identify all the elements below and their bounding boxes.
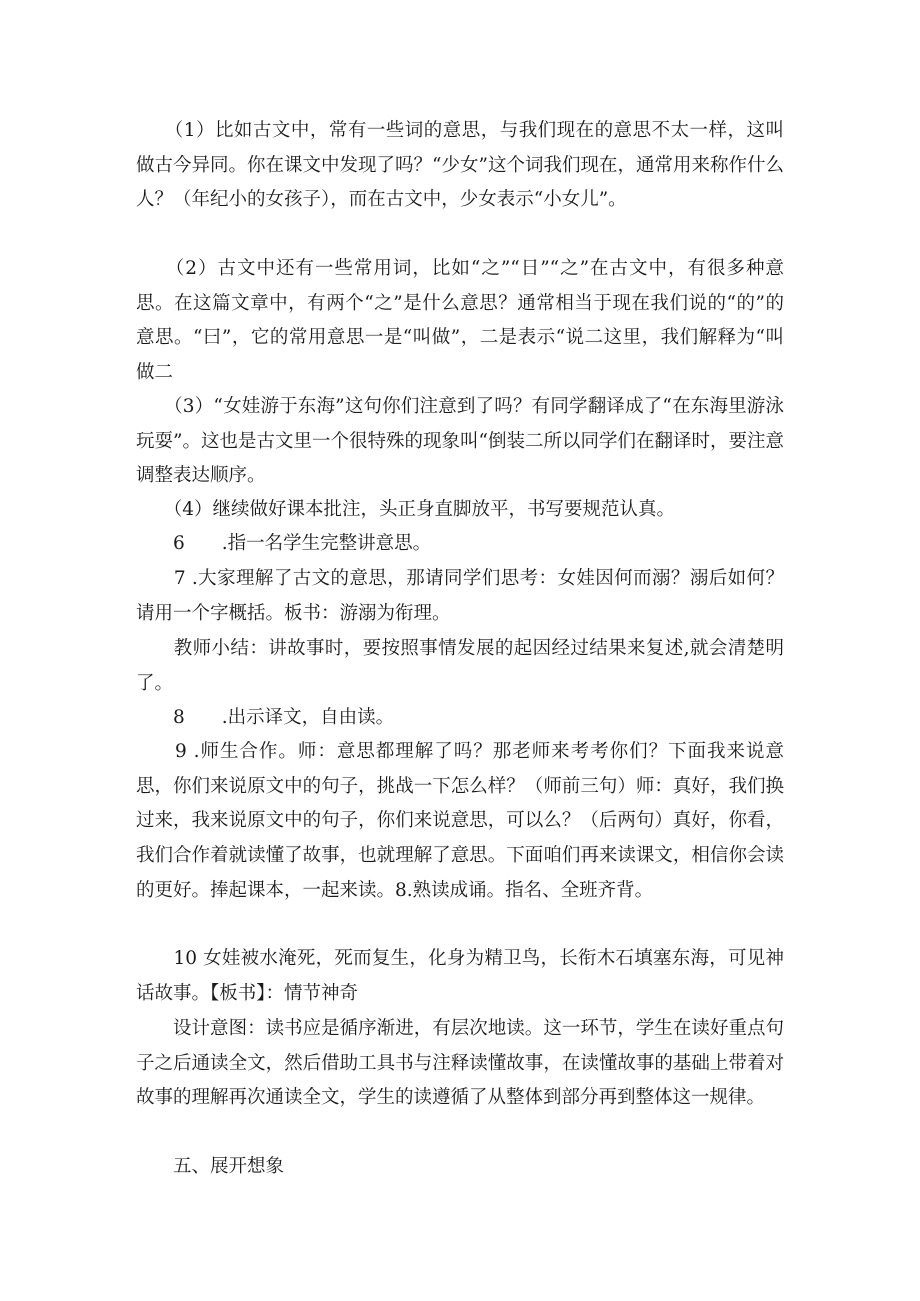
paragraph-1: （1）比如古文中，常有一些词的意思，与我们现在的意思不太一样，这叫做古今异同。你在课文中发现了吗？“少女”这个词我们现在，通常用来称作什么人？（年纪小的女孩子），而在古文中，少女表示“小女儿”。 — [136, 120, 784, 211]
paragraph-4: （4）继续做好课本批注，头正身直脚放平，书写要规范认真。 — [136, 499, 676, 520]
paragraph-3: （3）“女娃游于东海”这句你们注意到了吗？有同学翻译成了“在东海里游泳玩耍”。这也是古文里一个很特殊的现象叫“倒装二所以同学们在翻译时，要注意调整表达顺序。 — [136, 396, 784, 487]
paragraph-6: 7 .大家理解了古文的意思，那请同学们思考：女娃因何而溺？溺后如何？请用一个字概括。板书：游溺为衔理。 — [136, 568, 784, 624]
paragraph-8: 8 .出示译文，自由读。 — [136, 707, 395, 728]
paragraph-12: 五、展开想象 — [136, 1156, 285, 1177]
paragraph-11: 设计意图：读书应是循序渐进，有层次地读。这一环节，学生在读好重点句子之后通读全文，然后借助工具书与注释读懂故事，在读懂故事的基础上带着对故事的理解再次通读全文，学生的读遵循了从整体到部分再到整体这一规律。 — [136, 1018, 784, 1109]
paragraph-5: 6 .指一名学生完整讲意思。 — [136, 533, 432, 554]
paragraph-10: 10 女娃被水淹死，死而复生，化身为精卫鸟，长衔木石填塞东海，可见神话故事。【板书】：情节神奇 — [136, 948, 784, 1004]
paragraph-7: 教师小结：讲故事时，要按照事情发展的起因经过结果来复述,就会清楚明了。 — [136, 638, 784, 694]
paragraph-2: （2）古文中还有一些常用词，比如“之”“日”“之”在古文中，有很多种意思。在这篇文章中，有两个“之”是什么意思？通常相当于现在我们说的“的”的意思。“曰”，它的常用意思一是“叫做”，二是表示“说二这里，我们解释为“叫做二 — [136, 258, 784, 384]
paragraph-9: 9 .师生合作。师：意思都理解了吗？那老师来考考你们？下面我来说意思，你们来说原文中的句子，挑战一下怎么样？（师前三句）师：真好，我们换过来，我来说原文中的句子，你们来说意思，可以么？（后两句）真好，你看，我们合作着就读懂了故事，也就理解了意思。下面咱们再来读课文，相信你会读的更好。捧起课本，一起来读。8.熟读成诵。指名、全班齐背。 — [136, 741, 784, 901]
